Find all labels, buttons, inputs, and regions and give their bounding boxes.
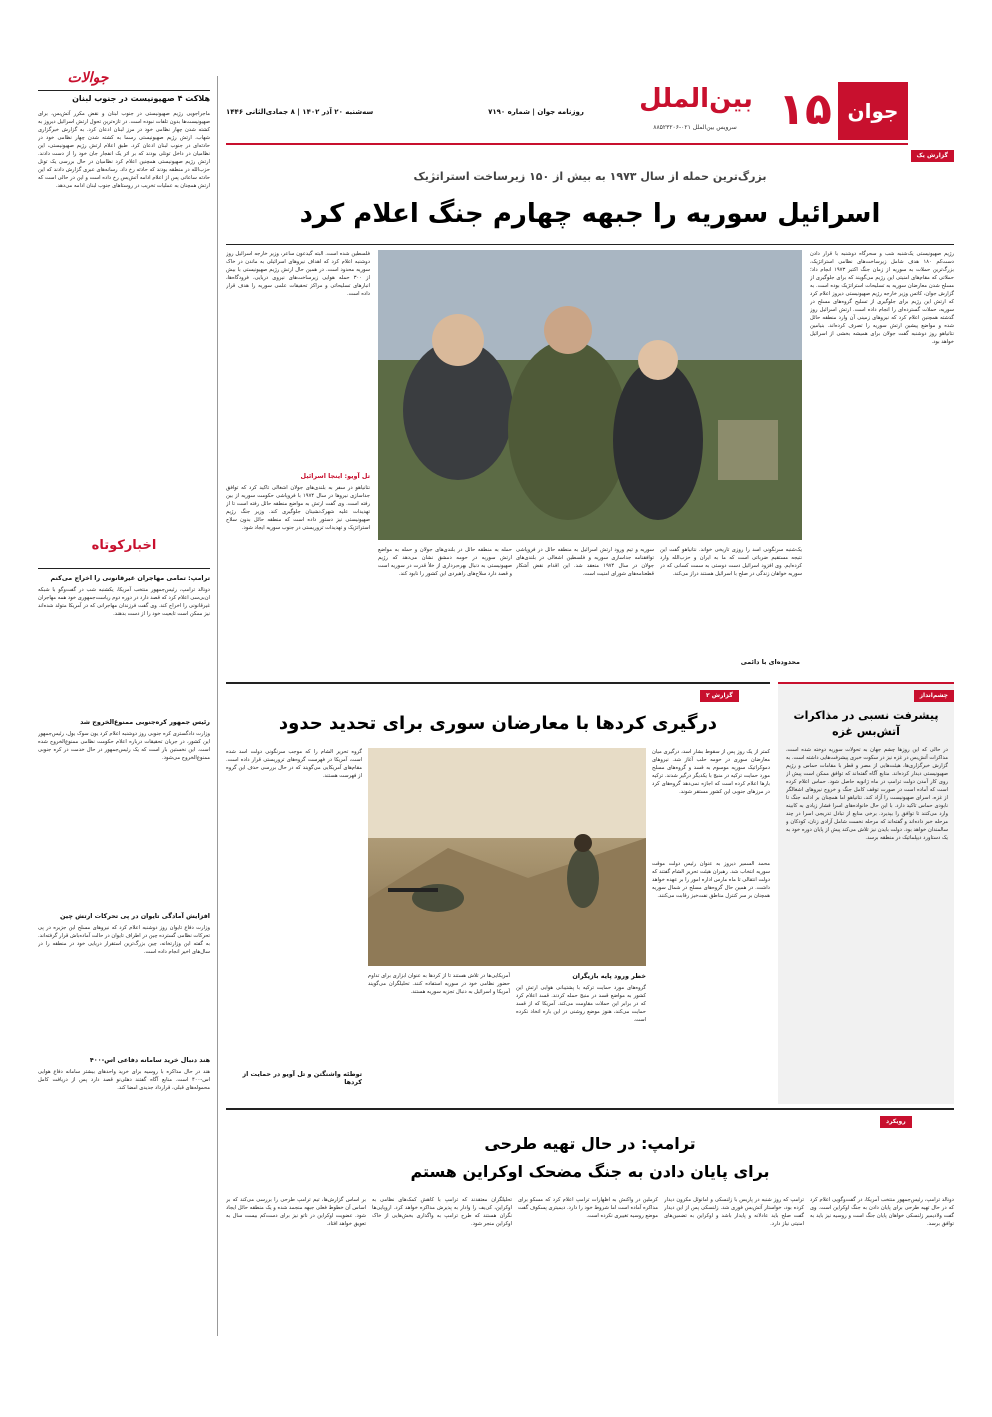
brief3-body: وزارت دفاع تایوان روز دوشنبه اعلام کرد که نیروهای مسلح این جزیره در پی تحرکات نظامی گسترده چین در اطراف تایوان در حالت آماده‌باش قرار گرفته‌اند. به گفته این وزارتخانه، چین بزرگ‌ترین استقرار دریایی خود در منطقه را در سال‌های اخیر انجام داده است. [38,925,210,955]
main-col3: فلسطین شده است. البته گیدعون ساعر، وزیر خارجه اسرائیل روز دوشنبه اعلام کرد که اهداف نیروهای اسرائیلی به ماندن در خاک سوریه محدود است. در همین حال ارتش رژیم صهیونیستی با بیش از ۳۰۰ حمله هوایی زیرساخت‌های نیروی دریایی، فرودگاه‌ها، انبارهای تسلیحاتی و مراکز تحقیقات علمی سوریه را هدف قرار داده است. [226,251,370,297]
sidebar-rule-1 [38,90,210,91]
brief4-title: هند دنبال خرید سامانه دفاعی اس-۴۰۰ [89,1056,210,1064]
report2-headline: درگیری کردها با معارضان سوری برای تحدید حدود [278,713,718,734]
report2-rule [226,682,770,684]
brief3-title: افزایش آمادگی تایوان در پی تحرکات ارتش چین [59,912,210,920]
section-logo: بین‌الملل [639,84,753,114]
masthead [226,80,908,142]
brief2-title: رئیس جمهور کره‌جنوبی ممنوع‌الخروج شد [80,718,210,726]
section-contact: سرویس بین‌الملل ۰۲۱-۸۸۵۲۳۲۰۶ [653,124,737,131]
world-rule [226,1108,954,1110]
world-col1: دونالد ترامپ، رئیس‌جمهور منتخب آمریکا، در گفت‌وگویی اعلام کرد که در حال تهیه طرحی برای پایان دادن به جنگ اوکراین است. وی گفت ولادیمیر زلنسکی خواهان پایان جنگ است و روسیه نیز باید به توافق برسد. [810,1197,954,1227]
sidebar-divider [217,76,218,1336]
main-col3-sub1: محدوده‌ای با دائمی [740,658,800,666]
report2-sub2: توطئه واشنگتن و تل آویو در حمایت از کردها [242,1070,362,1086]
report2-col5: آمریکایی‌ها در تلاش هستند تا از کردها به عنوان ابزاری برای تداوم حضور نظامی خود در سوریه استفاده کنند. تحلیلگران می‌گویند آمریکا و اسرائیل به دنبال تجزیه سوریه هستند. [368,973,510,995]
world-col4: تحلیلگران معتقدند که ترامپ با کاهش کمک‌های نظامی به اوکراین، کی‌یف را وادار به پذیرش مذاکره خواهد کرد. اروپایی‌ها نگران هستند که طرح ترامپ به واگذاری بخش‌هایی از خاک اوکراین منجر شود. [372,1197,512,1227]
officials-photo-icon [378,250,802,540]
report2-col2: محمد السمیر دیروز به عنوان رئیس دولت موقت سوریه انتخاب شد. رهبران هیئت تحریر الشام گفتند که دولت انتقالی تا ماه مارس اداره امور را بر عهده خواهد داشت. در همین حال گروه‌های مسلح در شمال سوریه همچنان بر سر کنترل مناطق نفت‌خیز رقابت می‌کنند. [652,861,770,899]
page-number: ۱۵ [778,84,832,135]
paper-logo: جوان [838,82,908,140]
main-col1: رژیم صهیونیستی یک‌شنبه شب و سحرگاه دوشنبه با قرار دادن دست‌کم ۱۸۰ هدف شامل زیرساخت‌های نظامی استراتژیک، بزرگ‌ترین حملات به سوریه از زمان جنگ اکتبر ۱۹۷۳ انجام داد؛ حملاتی که مقام‌های امنیتی این رژیم می‌گویند که برای جلوگیری از مسلح شدن معارضان سوریه به تسلیحات استراتژیک بوده است. به گزارش جوان، کاتس وزیر خارجه رژیم صهیونیستی دیروز اعلام کرد که ارتش این رژیم برای جلوگیری از تسلیح گروه‌های مسلح در سوریه، حملات گسترده‌ای را انجام داده است. ارتش اسرائیل روز گذشته همچنین اعلام کرد که نیروهای زمینی آن وارد منطقه حائل شده و مواضع پیشین ارتش سوریه را تصرف کرده‌اند. بنیامین نتانیاهو روز دوشنبه گفت جولان برای همیشه بخشی از اسرائیل خواهد بود. [810,251,954,345]
sidebar-logo: جوالات [67,70,109,86]
left-panel-title: پیشرفت نسبی در مذاکرات آتش‌بس غزه [793,709,939,738]
paper-line: روزنامه جوان | شماره ۷۱۹۰ [488,108,584,116]
main-col2: نتانیاهو در سفر به بلندی‌های جولان اشغالی تاکید کرد که توافق جداسازی نیروها در سال ۱۹۷۴ با فروپاشی حکومت سوریه از بین رفته است. وی گفت ارتش به مواضع منطقه حائل رفته است تا از تهدیدات علیه شهرک‌نشینان جلوگیری کند. وزیر جنگ رژیم صهیونیستی نیز دستور داده است که منطقه حائل بدون سلاح استراتژیک و تهدیدات تروریستی در جنوب سوریه ایجاد شود. [226,485,370,531]
world-tag: رویکرد [880,1116,912,1128]
report2-col4: گروه‌های مورد حمایت ترکیه با پشتیبانی هوایی ارتش این کشور به مواضع قسد در منبج حمله کردند. قسد اعلام کرد که در برابر این حملات مقاومت می‌کند. آمریکا که از قسد حمایت می‌کند، هنوز موضع روشنی در این باره اتخاذ نکرده است. [516,985,646,1023]
brief2-body: وزارت دادگستری کره جنوبی روز دوشنبه اعلام کرد یون سوک یول، رئیس‌جمهور این کشور، در جریان تحقیقات درباره اعلام حکومت نظامی ممنوع‌الخروج شده است. این نخستین بار است که یک رئیس‌جمهور در حال خدمت در کره جنوبی ممنوع‌الخروج می‌شود. [38,731,210,761]
main-lower-col3: حمله به منطقه حائل در بلندی‌های جولان و حمله به مواضع ارتش سوریه در حومه دمشق نشان می‌دهد که رژیم صهیونیستی به دنبال بهره‌برداری از خلأ قدرت در سوریه است و قصد دارد سلاح‌های راهبردی این کشور را نابود کند. [378,547,512,577]
masthead-rule [226,143,908,145]
main-rule [226,244,954,245]
report2-col3: گروه تحریر الشام را که موجب سرنگونی دولت اسد شده است، آمریکا در فهرست گروه‌های تروریستی قرار داده است. مقام‌های آمریکایی می‌گویند که در حال بررسی حذف این گروه از فهرست هستند. [226,749,362,779]
brief4-body: هند در حال مذاکره با روسیه برای خرید واحدهای بیشتر سامانه دفاع هوایی اس-۴۰۰ است. منابع آگاه گفتند دهلی‌نو قصد دارد پس از دریافت کامل محموله‌های قبلی، قرارداد جدیدی امضا کند. [38,1069,210,1091]
report2-col1: کمتر از یک روز پس از سقوط بشار اسد، درگیری میان معارضان سوری در حومه حلب آغاز شد. نیروهای دموکراتیک سوریه موسوم به قسد و گروه‌های مسلح مورد حمایت ترکیه در منبج با یکدیگر درگیر شدند. ترکیه بارها اعلام کرده است که اجازه نمی‌دهد گروه‌های کرد در مرزهای جنوبی این کشور مستقر شوند. [652,749,770,795]
main-headline: اسرائیل سوریه را جبهه چهارم جنگ اعلام کرد [299,199,881,229]
world-col3: کرملین در واکنش به اظهارات ترامپ اعلام کرد که مسکو برای مذاکره آماده است اما شروط خود را دارد. دیمیتری پسکوف گفت موضع روسیه تغییری نکرده است. [518,1197,658,1219]
brief1-body: دونالد ترامپ، رئیس‌جمهور منتخب آمریکا، یکشنبه شب در گفت‌وگو با شبکه ان‌بی‌سی اعلام کرد که قصد دارد در دوره دوم ریاست‌جمهوری خود همه مهاجران غیرقانونی را اخراج کند. وی گفت فرزندان مهاجرانی که در آمریکا متولد شده‌اند نیز ممکن است تابعیت خود را از دست بدهند. [38,587,210,617]
main-lower-col1: یک‌شنبه سرنگونی اسد را روزی تاریخی خواند. نتانیاهو گفت این نتیجه مستقیم ضرباتی است که ما به ایران و حزب‌الله وارد کرده‌ایم. وی افزود اسرائیل دست دوستی به سمت کسانی که در سوریه خواهان زندگی در صلح با اسرائیل هستند دراز می‌کند. [660,547,802,577]
story1-body: ماجراجویی رژیم صهیونیستی در جنوب لبنان و نقض مکرر آتش‌بس، برای صهیونیست‌ها بدون تلفات نبوده است. در تازه‌ترین تحول ارتش اسرائیل دیروز به کشته شدن چهار نظامی خود در مرز لبنان اذعان کرد. به گزارش خبرگزاری شهاب، ارتش رژیم صهیونیستی رسما به کشته شدن چهار نظامی خود در حادثه‌ای در جنوب لبنان اذعان کرد. طبق اعلام ارتش رژیم صهیونیستی، این نظامیان در داخل تونلی بودند که بر اثر یک انفجار جان خود را از دست دادند. ارتش رژیم صهیونیستی همچنین اعلام کرد نظامیان در حال بررسی یک تونل حزب‌الله در منطقه بودند که حادثه رخ داد. رسانه‌های عبری گزارش دادند که این حادثه ساعاتی پس از اعلام ادامه آتش‌بس رخ داده است و این در حالی است که ارتش همچنان به عملیات تخریب در روستاهای جنوب لبنان ادامه می‌دهد. [38,111,210,189]
date-line: سه‌شنبه ۲۰ آذر ۱۴۰۲ | ۸ جمادی‌الثانی ۱۴۴۶ [226,108,374,116]
main-kicker: بزرگ‌ترین حمله از سال ۱۹۷۳ به بیش از ۱۵۰ زیرساخت استراتژیک [413,170,767,183]
main-lower-col2: سوریه و تیم ورود ارتش اسرائیل به منطقه حائل در فروپاشی توافقنامه جداسازی سوریه و فلسطین اشغالی در بلندی‌های جولان در سال ۱۹۷۴ منعقد شد. این اقدام نقض آشکار قطعنامه‌های شورای امنیت است. [516,547,654,577]
report2-sub1: خطر ورود پایه بازیگران [572,972,646,980]
world-col5: بر اساس گزارش‌ها، تیم ترامپ طرحی را بررسی می‌کند که بر اساس آن خطوط فعلی جبهه منجمد شده و یک منطقه حائل ایجاد شود. عضویت اوکراین در ناتو نیز برای دست‌کم بیست سال به تعویق خواهد افتاد. [226,1197,366,1227]
main-photo [378,250,802,540]
report2-tag: گزارش ۲ [700,690,739,702]
report2-photo [368,748,646,966]
left-panel-tag: چشم‌انداز [914,690,954,702]
left-panel-body: در حالی که این روزها چشم جهان به تحولات سوریه دوخته شده است، مذاکرات آتش‌بس در غزه نیز در سکوت خبری پیشرفت‌هایی داشته است. به گزارش خبرگزاری‌ها، هیئت‌هایی از مصر و قطر با مقامات حماس و رژیم صهیونیستی دیدار کرده‌اند. منابع آگاه گفته‌اند که توافق ممکن است پیش از روی کار آمدن دولت ترامپ در ماه ژانویه حاصل شود. حماس اعلام کرده است که آماده است در صورت توقف کامل جنگ و خروج نیروهای اشغالگر از غزه، اسرای صهیونیست را آزاد کند. نتانیاهو اما همچنان بر ادامه جنگ تا نابودی حماس تاکید دارد. با این حال خانواده‌های اسرا فشار زیادی به کابینه وارد می‌کنند تا توافق را بپذیرد. برخی منابع از تبادل تدریجی اسرا در چند مرحله خبر داده‌اند و گفته‌اند که مرحله نخست شامل آزادی زنان، کودکان و سالمندان خواهد بود. دولت بایدن نیز تلاش می‌کند پیش از پایان دوره خود به یک دستاورد دیپلماتیک در منطقه برسد. [786,747,948,841]
brief1-title: ترامپ: تمامی مهاجران غیرقانونی را اخراج می‌کنم [50,574,210,582]
fighters-photo-icon [368,748,646,966]
story1-title: هلاکت ۴ صهیونیست در جنوب لبنان [72,94,210,103]
world-headline-1: ترامپ: در حال تهیه طرحی [484,1134,696,1153]
main-col3-sub2: تل آویو: اینجا اسرائیل [300,472,370,480]
brief-logo: اخبارکوتاه [91,538,157,553]
world-col2: ترامپ که روز شنبه در پاریس با زلنسکی و امانوئل مکرون دیدار کرده بود، خواستار آتش‌بس فوری شد. زلنسکی پس از این دیدار گفت صلح باید عادلانه و پایدار باشد و اوکراین به تضمین‌های امنیتی نیاز دارد. [664,1197,804,1227]
main-tag: گزارش یک [911,150,955,162]
brief-rule [38,568,210,569]
world-headline-2: برای پایان دادن به جنگ مضحک اوکراین هستم [410,1162,770,1181]
